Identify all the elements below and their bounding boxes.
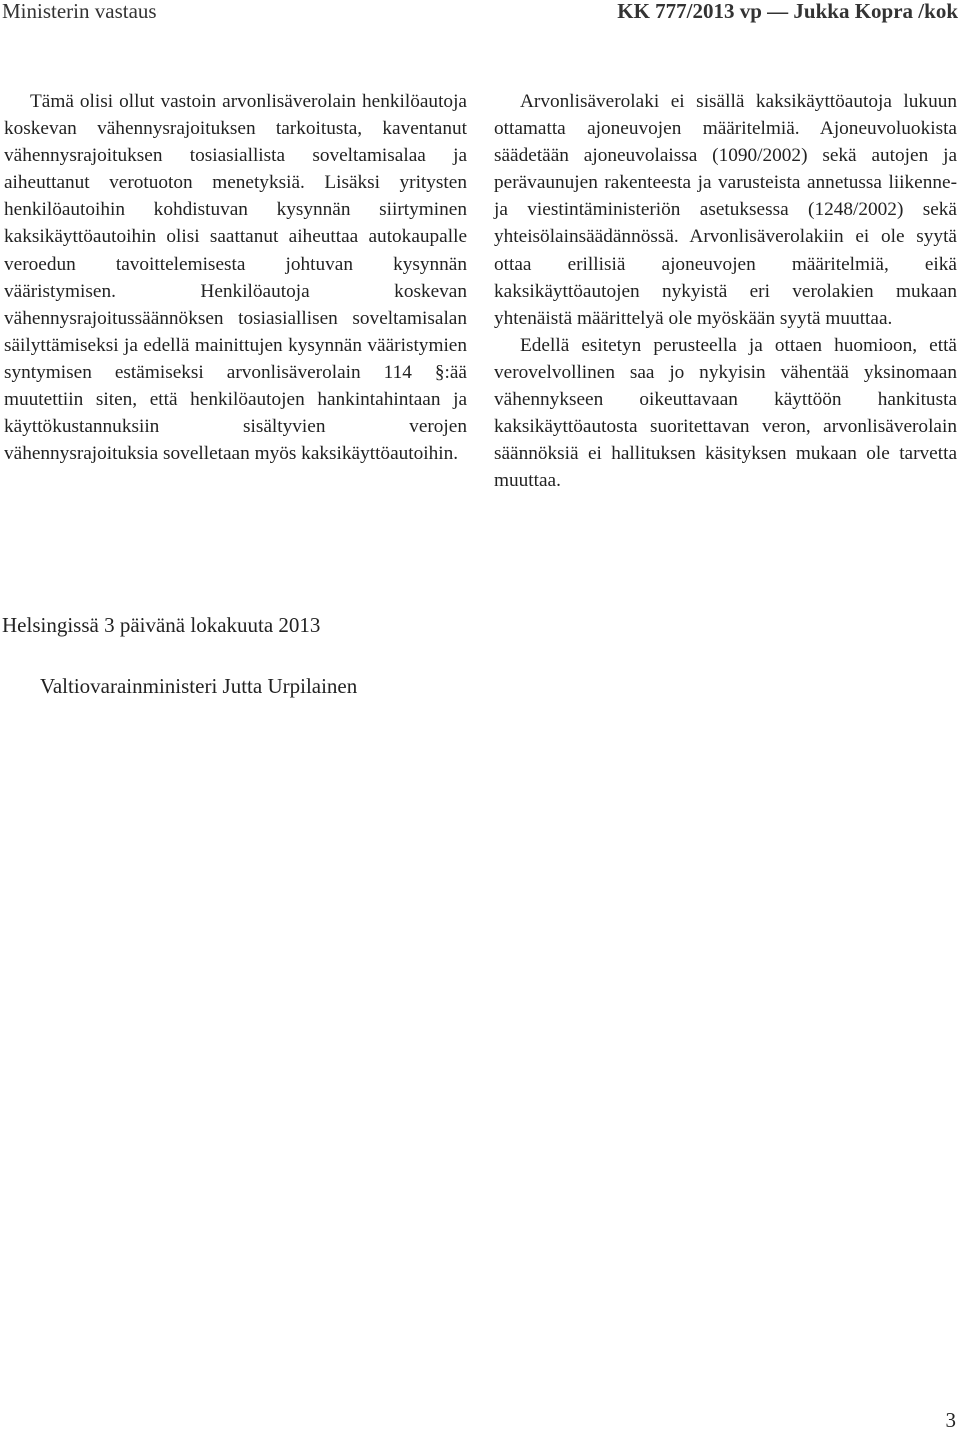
page-number: 3 <box>945 1408 956 1432</box>
signoff-place-date: Helsingissä 3 päivänä lokakuuta 2013 <box>2 613 321 637</box>
signoff-signatory: Valtiovarainministeri Jutta Urpilainen <box>40 674 358 698</box>
body-paragraph: Arvonlisäverolaki ei sisällä kaksikäyttöautoja lukuun ottamatta ajoneuvojen määritelmiä. Ajoneuvoluokista säädetään ajoneuvolaissa (1090/2002) sekä autojen ja perävaunujen rakenteesta ja varusteista annetussa liikenne- ja viestintäministeriön asetuksessa (1248/2002) sekä yhteisölainsäädännössä. Arvonlisäverolakiin ei ole syytä ottaa erillisiä ajoneuvojen määritelmiä, eikä kaksikäyttöautojen nykyistä eri verolakien mukaan yhtenäistä määrittelyä ole myöskään syytä muuttaa. <box>494 91 957 329</box>
running-header-section: Ministerin vastaus <box>2 0 157 23</box>
body-paragraph: Tämä olisi ollut vastoin arvonlisäverolain henkilöautoja koskevan vähennysrajoituksen tarkoitusta, kaventanut vähennysrajoituksen tosiasiallista soveltamisalaa ja aiheuttanut verotuoton menetyksiä. Lisäksi yritysten henkilöautoihin kohdistuvan kysynnän siirtyminen kaksikäyttöautoihin olisi saattanut aiheuttaa autokaupalle veroedun tavoittelemisesta johtuvan kysynnän vääristymisen. Henkilöautoja koskevan vähennysrajoitussäännöksen tosiasiallisen soveltamisalan säilyttämiseksi ja edellä mainittujen kysynnän vääristymien syntymisen estämiseksi arvonlisäverolain 114 §:ää muutettiin siten, että henkilöautojen hankintahintaan ja käyttökustannuksiin sisältyvien verojen vähennysrajoituksia sovelletaan myös kaksikäyttöautoihin. <box>4 91 467 465</box>
body-right-column <box>494 88 957 494</box>
running-header-document-ref: KK 777/2013 vp — Jukka Kopra /kok <box>617 0 958 23</box>
body-paragraph: Edellä esitetyn perusteella ja ottaen huomioon, että verovelvollinen saa jo nykyisin vähentää yksinomaan vähennykseen oikeuttavaan käyttöön hankitusta kaksikäyttöautosta suoritettavan veron, arvonlisäverolain säännöksiä ei hallituksen käsityksen mukaan ole tarvetta muuttaa. <box>494 334 957 492</box>
body-left-column <box>4 88 467 467</box>
